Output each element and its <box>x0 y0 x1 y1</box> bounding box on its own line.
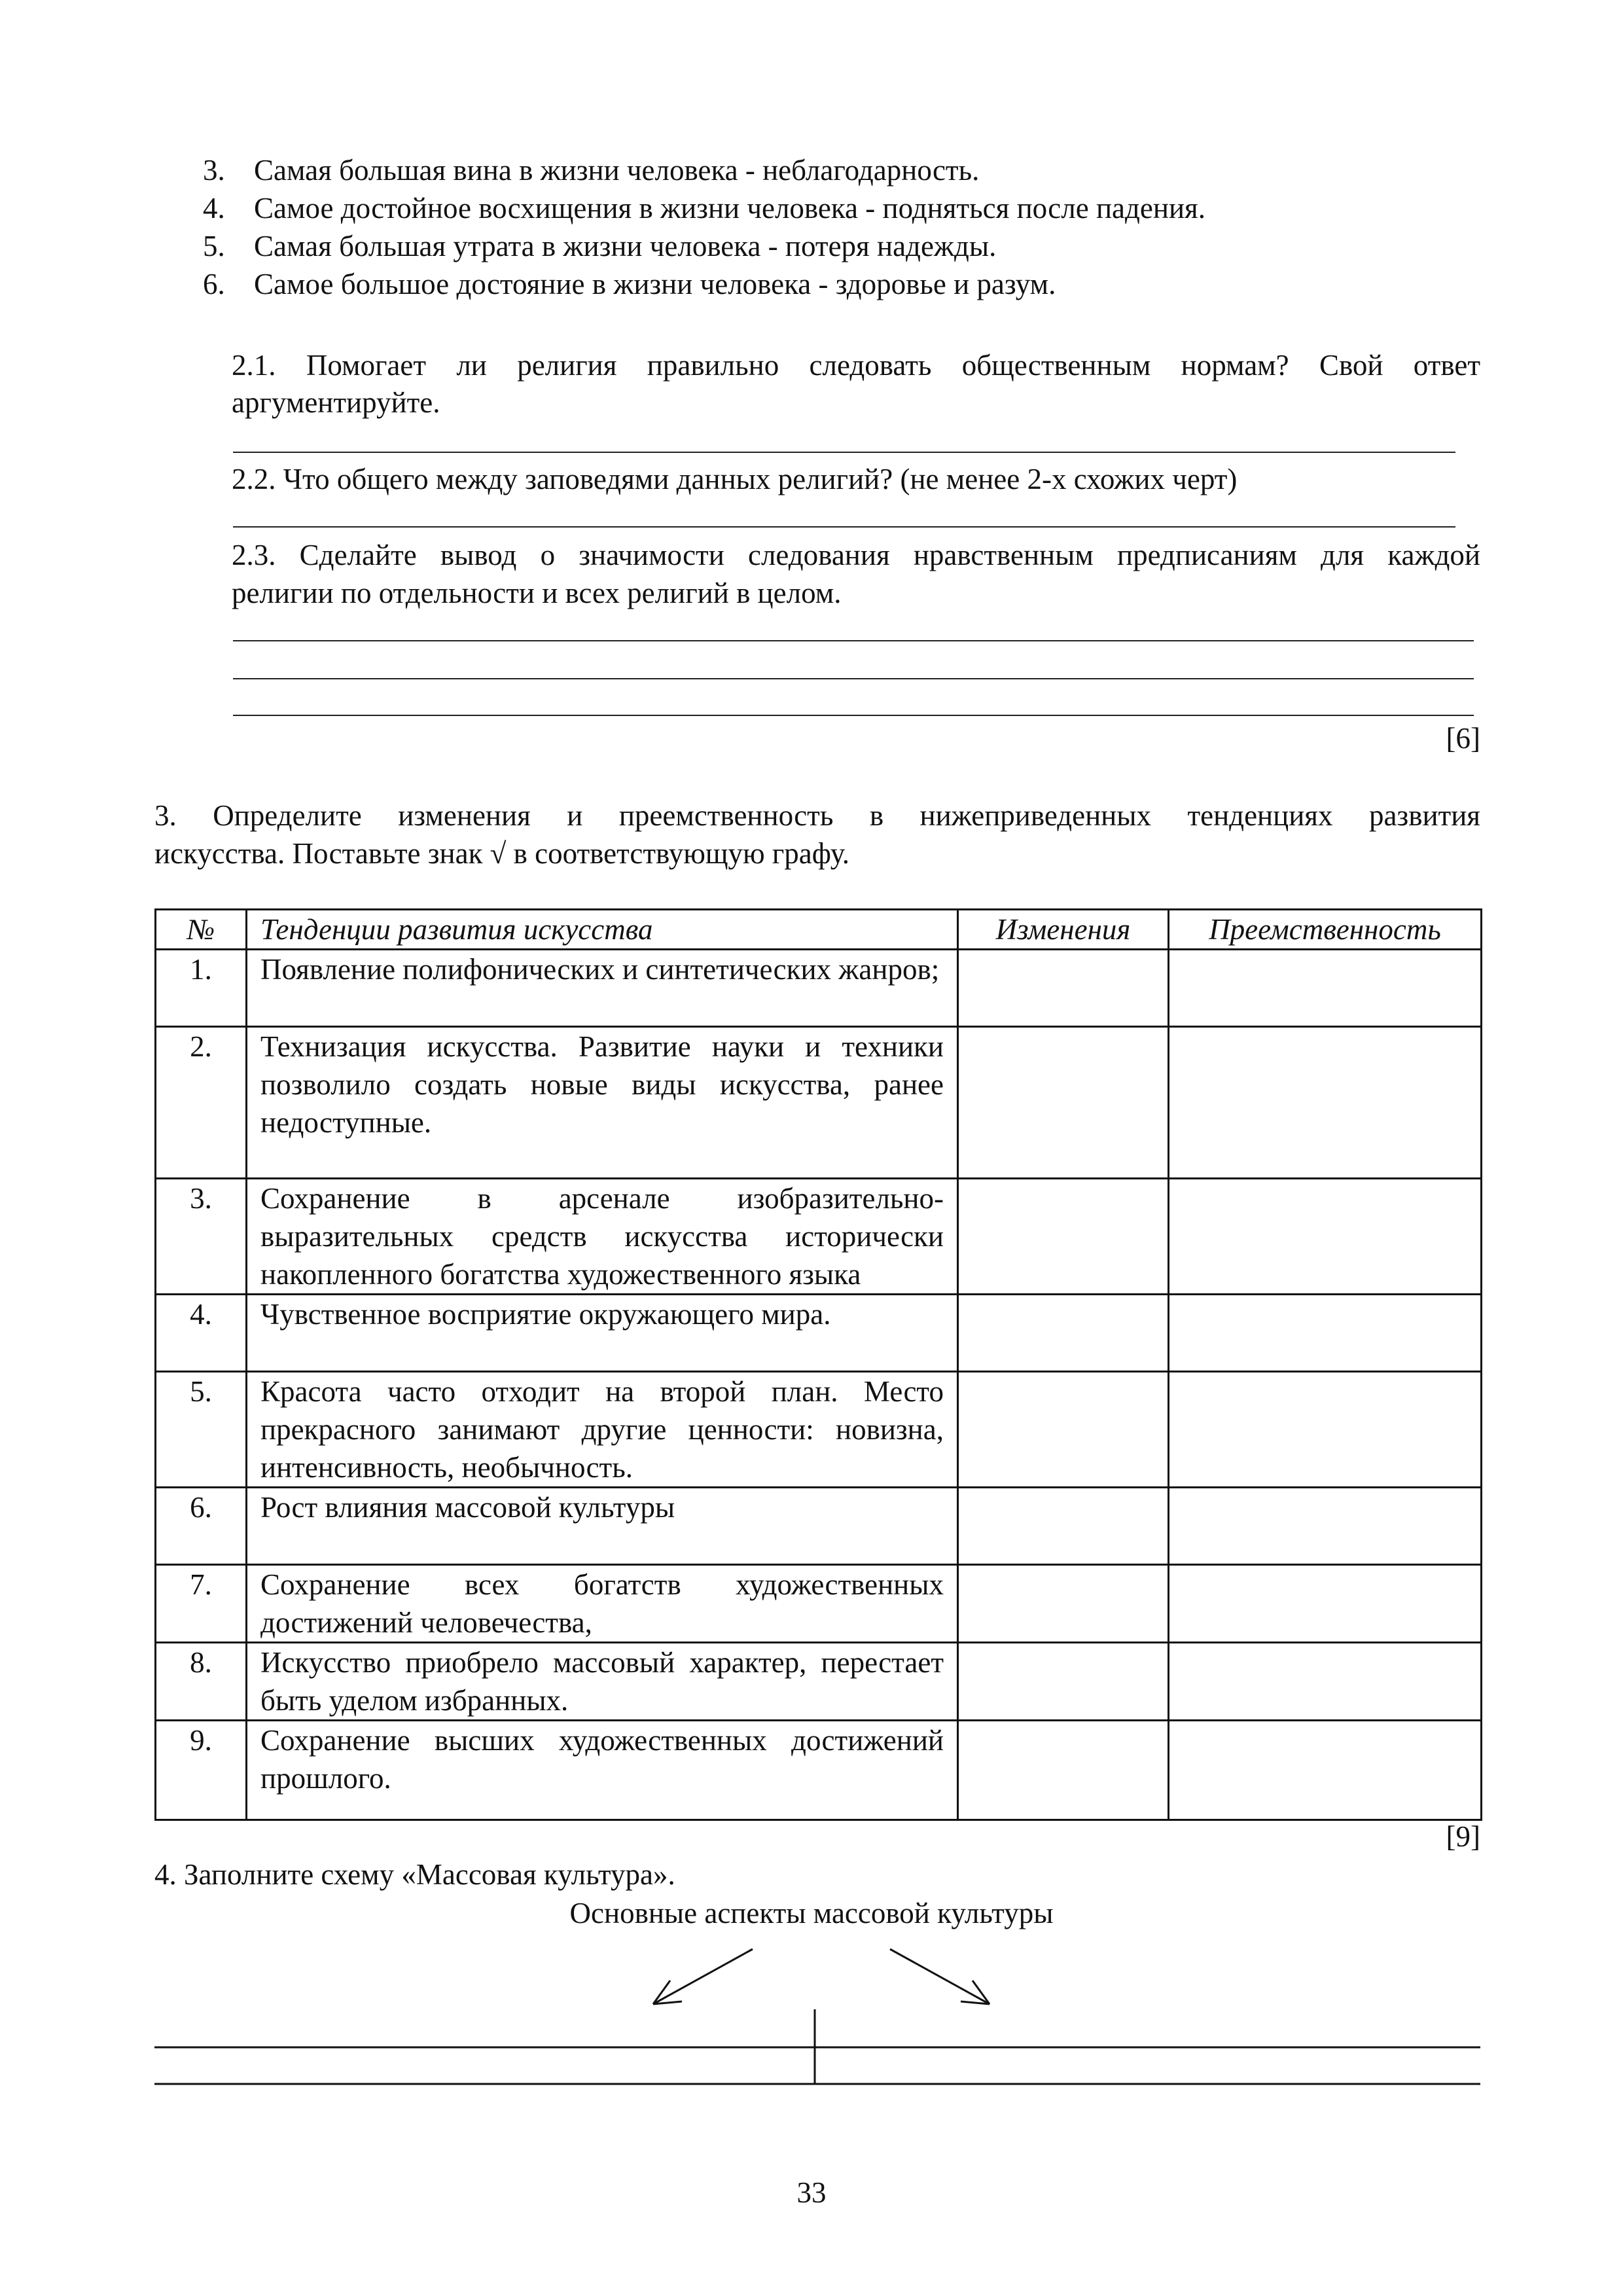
row-trend: Сохранение всех богатств художественных достижений человечества, <box>247 1565 958 1643</box>
row-trend: Чувственное восприятие окружающего мира. <box>247 1295 958 1372</box>
page-number: 33 <box>796 2176 827 2209</box>
row-number: 6. <box>156 1488 247 1565</box>
row-number: 1. <box>156 950 247 1027</box>
question-2-1-line1: 2.1. Помогает ли религия правильно следовать общественным нормам? Свой ответ <box>232 349 1480 382</box>
header-number: № <box>156 910 247 950</box>
row-trend: Технизация искусства. Развитие науки и техники позволило создать новые виды искусства, ранее недоступные. <box>247 1027 958 1179</box>
question-4: 4. Заполните схему «Массовая культура». <box>154 1858 675 1891</box>
row-trend: Появление полифонических и синтетических жанров; <box>247 950 958 1027</box>
score-badge: [6] <box>1446 722 1480 755</box>
list-text: Самое большое достояние в жизни человека - здоровье и разум. <box>254 268 1056 300</box>
list-text: Самая большая вина в жизни человека - неблагодарность. <box>254 154 980 187</box>
row-number: 3. <box>156 1179 247 1295</box>
question-2-1-line2: аргументируйте. <box>232 386 440 419</box>
row-number: 7. <box>156 1565 247 1643</box>
list-text: Самое достойное восхищения в жизни человека - подняться после падения. <box>254 192 1205 224</box>
list-text: Самая большая утрата в жизни человека - потеря надежды. <box>254 230 997 262</box>
row-trend: Искусство приобрело массовый характер, перестает быть уделом избранных. <box>247 1643 958 1721</box>
list-number: 5. <box>203 230 225 262</box>
arrow-right-icon <box>890 1949 990 2004</box>
header-continuity: Преемственность <box>1169 910 1482 950</box>
row-number: 5. <box>156 1372 247 1488</box>
arrow-left-icon <box>653 1949 753 2004</box>
header-trend: Тенденции развития искусства <box>247 910 958 950</box>
row-trend: Красота часто отходит на второй план. Место прекрасного занимают другие ценности: новизна, интенсивность, необычность. <box>247 1372 958 1488</box>
header-changes: Изменения <box>958 910 1169 950</box>
list-number: 6. <box>203 268 225 300</box>
score-badge: [9] <box>1446 1820 1480 1853</box>
row-trend: Рост влияния массовой культуры <box>247 1488 958 1565</box>
question-2-3-line1: 2.3. Сделайте вывод о значимости следования нравственным предписаниям для каждой <box>232 539 1480 571</box>
row-number: 2. <box>156 1027 247 1179</box>
row-number: 4. <box>156 1295 247 1372</box>
row-trend: Сохранение высших художественных достижений прошлого. <box>247 1721 958 1820</box>
row-number: 8. <box>156 1643 247 1721</box>
row-number: 9. <box>156 1721 247 1820</box>
question-2-3-line2: религии по отдельности и всех религий в целом. <box>232 577 842 609</box>
question-3-line2: искусства. Поставьте знак √ в соответствующую графу. <box>154 837 850 870</box>
question-2-2: 2.2. Что общего между заповедями данных религий? (не менее 2-х схожих черт) <box>232 463 1238 495</box>
row-trend: Сохранение в арсенале изобразительно-выразительных средств искусства исторически накопленного богатства художественного языка <box>247 1179 958 1295</box>
list-number: 3. <box>203 154 225 187</box>
list-number: 4. <box>203 192 225 224</box>
scheme-title: Основные аспекты массовой культуры <box>569 1897 1054 1929</box>
question-3-line1: 3. Определите изменения и преемственность в нижеприведенных тенденциях развития <box>154 799 1480 832</box>
